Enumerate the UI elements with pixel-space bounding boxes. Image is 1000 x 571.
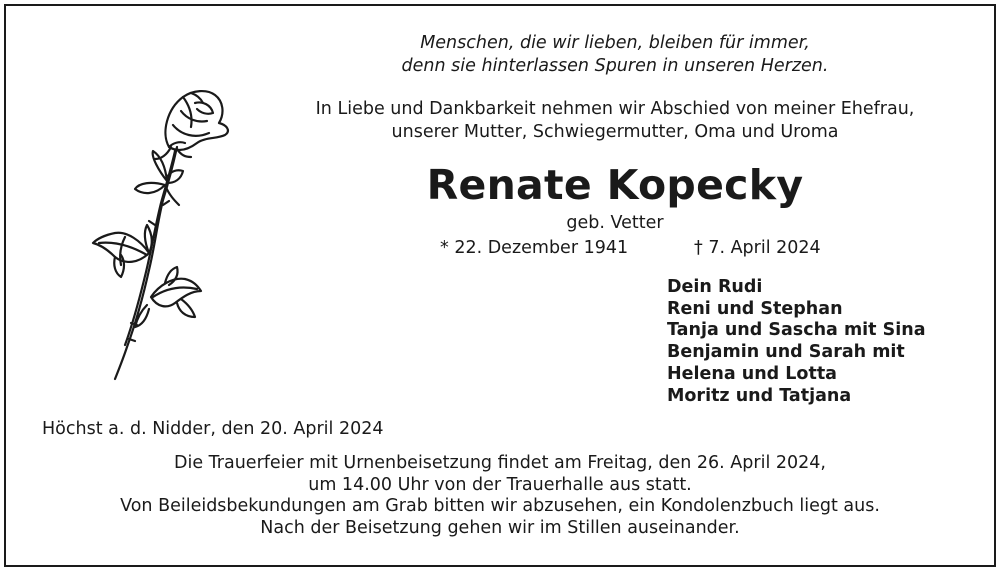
family-list [667,277,926,407]
family-member: Moritz und Tatjana [667,385,852,406]
birth-date: * 22. Dezember 1941 [440,238,629,258]
deceased-name: Renate Kopecky [426,161,804,209]
family-member: Helena und Lotta [667,363,837,384]
funeral-notice [40,453,960,539]
birth-name: geb. Vetter [566,213,664,233]
family-member: Reni und Stephan [667,298,843,319]
family-member: Dein Rudi [667,277,763,297]
notice-line-3: Von Beileidsbekundungen am Grab bitten wir abzusehen, ein Kondolenzbuch liegt aus. [120,496,880,516]
place-date: Höchst a. d. Nidder, den 20. April 2024 [42,419,384,439]
intro-line-2: unserer Mutter, Schwiegermutter, Oma und Uroma [391,122,839,142]
intro-line-1: In Liebe und Dankbarkeit nehmen wir Abschied von meiner Ehefrau, [315,99,915,119]
notice-line-1: Die Trauerfeier mit Urnenbeisetzung findet am Freitag, den 26. April 2024, [174,453,826,473]
notice-line-2: um 14.00 Uhr von der Trauerhalle aus statt. [308,474,692,495]
rose-icon [85,85,235,385]
family-member: Tanja und Sascha mit Sina [667,320,926,341]
notice-line-4: Nach der Beisetzung gehen wir im Stillen auseinander. [260,517,740,538]
family-member: Benjamin und Sarah mit [667,342,905,363]
quote-line-2: denn sie hinterlassen Spuren in unseren Herzen. [401,56,829,76]
quote-line-1: Menschen, die wir lieben, bleiben für immer, [420,33,810,53]
death-date: † 7. April 2024 [694,238,821,258]
